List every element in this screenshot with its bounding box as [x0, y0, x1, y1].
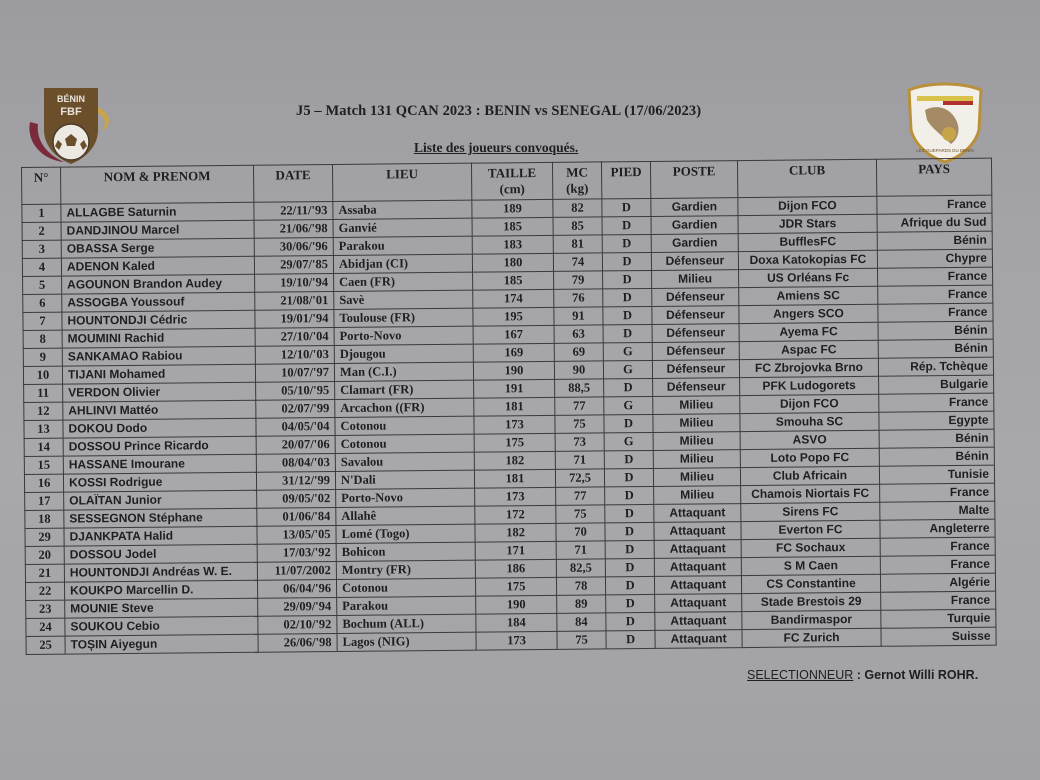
cell-date: 21/08/'01 [255, 292, 334, 311]
cell-pied: D [606, 630, 655, 648]
cell-pied: D [604, 468, 653, 486]
col-header-pied: PIED [601, 161, 650, 198]
cell-lieu: Savè [334, 290, 473, 309]
col-header-no: N° [22, 167, 61, 204]
cell-pied: D [603, 270, 652, 288]
cell-date: 05/10/'95 [256, 381, 335, 400]
cell-no: 1 [22, 204, 61, 222]
cell-no: 15 [24, 456, 63, 474]
cell-mc: 84 [557, 613, 606, 631]
cell-club: Stade Brestois 29 [742, 592, 881, 611]
cell-lieu: Cotonou [335, 434, 474, 453]
cell-taille: 174 [473, 289, 554, 308]
cell-mc: 71 [555, 451, 604, 469]
cell-club: Club Africain [740, 466, 879, 485]
cell-poste: Attaquant [654, 540, 741, 559]
cell-poste: Défenseur [653, 378, 740, 397]
cell-poste: Gardien [651, 216, 738, 235]
cell-name: AGOUNON Brandon Audey [62, 274, 255, 294]
cell-taille: 190 [473, 361, 554, 380]
cell-mc: 78 [556, 577, 605, 595]
cell-pays: Suisse [881, 627, 996, 646]
players-table [21, 158, 997, 655]
cell-poste: Défenseur [652, 360, 739, 379]
cell-taille: 175 [474, 433, 555, 452]
cell-mc: 76 [554, 289, 603, 307]
cell-pays: France [878, 285, 993, 304]
cell-pied: D [605, 576, 654, 594]
cell-date: 30/06/'96 [254, 238, 333, 257]
cell-lieu: Abidjan (CI) [333, 254, 472, 273]
cell-poste: Milieu [653, 468, 740, 487]
cell-date: 11/07/2002 [257, 561, 336, 580]
cell-name: DOKOU Dodo [63, 418, 256, 438]
cell-no: 2 [22, 222, 61, 240]
cell-mc: 74 [553, 253, 602, 271]
col-header-taille-unit: (cm) [499, 181, 525, 197]
cell-pied: D [604, 414, 653, 432]
cell-no: 13 [24, 420, 63, 438]
cell-poste: Milieu [653, 396, 740, 415]
federation-shield-icon [903, 80, 987, 164]
cell-pied: D [603, 288, 652, 306]
cell-pays: Tunisie [879, 465, 994, 484]
cell-club: Sirens FC [741, 502, 880, 521]
cell-pied: D [604, 378, 653, 396]
cell-mc: 88,5 [555, 379, 604, 397]
cell-name: HOUNTONDJI Cédric [62, 310, 255, 330]
cell-date: 04/05/'04 [256, 417, 335, 436]
cell-name: OLAÏTAN Junior [64, 490, 257, 510]
cell-club: Dijon FCO [740, 394, 879, 413]
cell-lieu: Clamart (FR) [335, 380, 474, 399]
cell-date: 08/04/'03 [256, 453, 335, 472]
cell-lieu: Caen (FR) [334, 272, 473, 291]
cell-taille: 167 [473, 325, 554, 344]
cell-lieu: Cotonou [336, 578, 475, 597]
cell-no: 6 [23, 294, 62, 312]
cell-pays: France [878, 303, 993, 322]
cell-taille: 186 [475, 559, 556, 578]
cell-name: ASSOGBA Youssouf [62, 292, 255, 312]
cell-date: 13/05/'05 [257, 525, 336, 544]
cell-lieu: Porto-Novo [334, 326, 473, 345]
col-header-pays: PAYS [876, 158, 991, 196]
cell-pied: G [604, 396, 653, 414]
cell-taille: 171 [475, 541, 556, 560]
cell-no: 10 [23, 366, 62, 384]
cell-no: 16 [24, 474, 63, 492]
players-table-body [22, 195, 996, 654]
cell-name: ADENON Kaled [61, 256, 254, 276]
cell-name: DOSSOU Prince Ricardo [63, 436, 256, 456]
cell-poste: Défenseur [652, 342, 739, 361]
cell-lieu: Lagos (NIG) [337, 632, 476, 651]
coach-line [747, 668, 978, 682]
cell-club: Chamois Niortais FC [741, 484, 880, 503]
cell-mc: 71 [556, 541, 605, 559]
cell-taille: 190 [476, 595, 557, 614]
cell-mc: 91 [554, 307, 603, 325]
cell-poste: Défenseur [652, 288, 739, 307]
cell-no: 3 [22, 240, 61, 258]
cell-club: Ayema FC [739, 322, 878, 341]
cell-pied: G [604, 432, 653, 450]
cell-date: 17/03/'92 [257, 543, 336, 562]
cell-lieu: Ganvié [333, 218, 472, 237]
cell-date: 19/10/'94 [255, 274, 334, 293]
cell-name: DANDJINOU Marcel [61, 220, 254, 240]
cell-pays: Turquie [881, 609, 996, 628]
cell-no: 11 [24, 384, 63, 402]
cell-name: HOUNTONDJI Andréas W. E. [64, 562, 257, 582]
cell-no: 24 [26, 618, 65, 636]
cell-date: 09/05/'02 [257, 489, 336, 508]
cell-pays: Afrique du Sud [877, 213, 992, 232]
cell-club: US Orléans Fc [739, 268, 878, 287]
cell-mc: 79 [554, 271, 603, 289]
cell-pays: Bénin [878, 321, 993, 340]
cell-no: 18 [25, 510, 64, 528]
cell-name: OBASSA Serge [61, 238, 254, 258]
cell-club: FC Sochaux [741, 538, 880, 557]
cell-mc: 70 [556, 523, 605, 541]
cell-no: 29 [25, 528, 64, 546]
col-header-mc-label: MC [566, 164, 588, 180]
cell-lieu: Man (C.I.) [334, 362, 473, 381]
cell-mc: 82 [553, 199, 602, 217]
cell-club: Bandirmaspor [742, 610, 881, 629]
cell-poste: Défenseur [652, 324, 739, 343]
cell-name: HASSANE Imourane [63, 454, 256, 474]
cell-pays: France [880, 555, 995, 574]
cell-pays: Algérie [880, 573, 995, 592]
cell-pays: Bénin [878, 339, 993, 358]
cell-date: 12/10/'03 [255, 346, 334, 365]
cell-taille: 195 [473, 307, 554, 326]
cell-pied: G [603, 360, 652, 378]
cell-mc: 75 [557, 631, 606, 649]
cell-mc: 90 [554, 361, 603, 379]
cell-poste: Attaquant [655, 612, 742, 631]
cell-poste: Milieu [653, 450, 740, 469]
cell-pays: France [878, 267, 993, 286]
cell-no: 12 [24, 402, 63, 420]
cell-lieu: Assaba [333, 200, 472, 219]
cell-pied: D [605, 558, 654, 576]
cell-pays: Bénin [877, 231, 992, 250]
cell-date: 27/10/'04 [255, 328, 334, 347]
cell-pied: D [604, 450, 653, 468]
cell-taille: 169 [473, 343, 554, 362]
cell-date: 10/07/'97 [255, 364, 334, 383]
cell-poste: Milieu [653, 432, 740, 451]
cell-poste: Attaquant [655, 630, 742, 649]
cell-name: DJANKPATA Halid [64, 526, 257, 546]
cell-name: DOSSOU Jodel [64, 544, 257, 564]
cell-name: TOȘIN Aiyegun [65, 634, 258, 654]
col-header-lieu: LIEU [332, 163, 471, 201]
col-header-date: DATE [253, 165, 332, 203]
cell-club: FC Zbrojovka Brno [739, 358, 878, 377]
cell-lieu: Allahê [336, 506, 475, 525]
svg-text:LES GUEPARDS DU BENIN: LES GUEPARDS DU BENIN [916, 148, 974, 153]
fbf-benin-crest-icon [24, 84, 116, 168]
cell-no: 20 [25, 546, 64, 564]
cell-date: 21/06/'98 [254, 220, 333, 239]
cell-pays: France [880, 483, 995, 502]
cell-poste: Attaquant [654, 558, 741, 577]
cell-pays: France [881, 591, 996, 610]
cell-date: 29/07/'85 [254, 256, 333, 275]
col-header-mc-unit: (kg) [565, 180, 589, 196]
cell-lieu: Bochum (ALL) [337, 614, 476, 633]
cell-name: KOSSI Rodrigue [63, 472, 256, 492]
cell-taille: 181 [474, 469, 555, 488]
cell-poste: Gardien [651, 234, 738, 253]
cell-taille: 181 [474, 397, 555, 416]
cell-name: MOUNIE Steve [65, 598, 258, 618]
coach-separator: : [853, 668, 865, 682]
cell-no: 23 [26, 600, 65, 618]
cell-pays: France [880, 537, 995, 556]
cell-club: Loto Popo FC [740, 448, 879, 467]
cell-no: 21 [25, 564, 64, 582]
cell-pays: Egypte [879, 411, 994, 430]
cell-pied: D [602, 252, 651, 270]
cell-poste: Attaquant [654, 576, 741, 595]
cell-name: VERDON Olivier [63, 382, 256, 402]
page-subtitle: Liste des joueurs convoqués. [414, 140, 579, 155]
cell-pays: Angleterre [880, 519, 995, 538]
cell-name: TIJANI Mohamed [62, 364, 255, 384]
cell-poste: Milieu [654, 486, 741, 505]
cell-poste: Gardien [651, 198, 738, 217]
cell-no: 5 [23, 276, 62, 294]
cell-lieu: Parakou [333, 236, 472, 255]
cell-date: 29/09/'94 [258, 597, 337, 616]
cell-date: 31/12/'99 [256, 471, 335, 490]
cell-date: 26/06/'98 [258, 633, 337, 652]
cell-poste: Attaquant [654, 522, 741, 541]
col-header-taille [471, 162, 552, 200]
cell-pied: D [603, 324, 652, 342]
cell-club: Dijon FCO [738, 196, 877, 215]
col-header-taille-label: TAILLE [487, 165, 537, 181]
cell-lieu: Bohicon [336, 542, 475, 561]
cell-club: S M Caen [741, 556, 880, 575]
cell-lieu: Djougou [334, 344, 473, 363]
cell-pays: Bulgarie [879, 375, 994, 394]
cell-name: MOUMINI Rachid [62, 328, 255, 348]
cell-taille: 180 [472, 253, 553, 272]
cell-pied: G [603, 342, 652, 360]
cell-taille: 172 [475, 505, 556, 524]
cell-mc: 77 [555, 397, 604, 415]
cell-pied: D [605, 540, 654, 558]
cell-mc: 73 [555, 433, 604, 451]
coach-name: Gernot Willi ROHR. [864, 668, 979, 682]
cell-taille: 191 [474, 379, 555, 398]
cell-no: 17 [25, 492, 64, 510]
cell-name: SANKAMAO Rabiou [62, 346, 255, 366]
cell-pays: Chypre [877, 249, 992, 268]
cell-date: 20/07/'06 [256, 435, 335, 454]
cell-club: Doxa Katokopias FC [738, 250, 877, 269]
cell-poste: Attaquant [655, 594, 742, 613]
cell-name: KOUKPO Marcellin D. [64, 580, 257, 600]
cell-lieu: Montry (FR) [336, 560, 475, 579]
cell-club: Angers SCO [739, 304, 878, 323]
cell-date: 22/11/'93 [254, 202, 333, 221]
cell-taille: 189 [472, 199, 553, 218]
cell-pays: Bénin [879, 429, 994, 448]
cell-mc: 75 [556, 505, 605, 523]
cell-mc: 63 [554, 325, 603, 343]
cell-poste: Défenseur [652, 306, 739, 325]
cell-lieu: Porto-Novo [336, 488, 475, 507]
logo-text-fbf: FBF [60, 106, 82, 118]
cell-taille: 173 [475, 487, 556, 506]
cell-mc: 72,5 [555, 469, 604, 487]
cell-name: ALLAGBE Saturnin [61, 202, 254, 222]
cell-lieu: Savalou [335, 452, 474, 471]
col-header-club: CLUB [737, 159, 876, 197]
cell-date: 01/06/'84 [257, 507, 336, 526]
cell-club: ASVO [740, 430, 879, 449]
cell-taille: 185 [472, 217, 553, 236]
cell-pays: Rép. Tchèque [878, 357, 993, 376]
cell-lieu: Toulouse (FR) [334, 308, 473, 327]
cell-mc: 89 [557, 595, 606, 613]
cell-date: 02/07/'99 [256, 399, 335, 418]
cell-no: 25 [26, 636, 65, 654]
cell-mc: 77 [556, 487, 605, 505]
cell-club: PFK Ludogorets [740, 376, 879, 395]
cell-lieu: N'Dali [335, 470, 474, 489]
cell-date: 02/10/'92 [258, 615, 337, 634]
cell-pays: Malte [880, 501, 995, 520]
cell-poste: Attaquant [654, 504, 741, 523]
cell-club: BufflesFC [738, 232, 877, 251]
cell-poste: Défenseur [651, 252, 738, 271]
cell-no: 4 [22, 258, 61, 276]
cell-date: 19/01/'94 [255, 310, 334, 329]
cell-pied: D [606, 612, 655, 630]
cell-no: 14 [24, 438, 63, 456]
cell-pied: D [605, 522, 654, 540]
cell-taille: 184 [476, 613, 557, 632]
cell-lieu: Lomé (Togo) [336, 524, 475, 543]
cell-taille: 185 [473, 271, 554, 290]
cell-mc: 81 [553, 235, 602, 253]
cell-pied: D [602, 234, 651, 252]
cell-mc: 85 [553, 217, 602, 235]
cell-name: AHLINVI Mattéo [63, 400, 256, 420]
cell-pied: D [605, 486, 654, 504]
cell-pays: France [877, 195, 992, 214]
cell-poste: Milieu [653, 414, 740, 433]
cell-pays: Bénin [879, 447, 994, 466]
cell-pied: D [602, 216, 651, 234]
cell-mc: 69 [554, 343, 603, 361]
page-title: J5 – Match 131 QCAN 2023 : BENIN vs SENEGAL (17/06/2023) [296, 103, 702, 119]
cell-no: 9 [23, 348, 62, 366]
cell-taille: 173 [474, 415, 555, 434]
cell-pays: France [879, 393, 994, 412]
col-header-mc [552, 162, 601, 199]
cell-taille: 173 [476, 631, 557, 650]
cell-no: 22 [25, 582, 64, 600]
cell-pied: D [605, 504, 654, 522]
cell-date: 06/04/'96 [257, 579, 336, 598]
cell-club: Aspac FC [739, 340, 878, 359]
cell-poste: Milieu [652, 270, 739, 289]
cell-taille: 175 [475, 577, 556, 596]
cell-taille: 182 [474, 451, 555, 470]
logo-text-benin: BÉNIN [56, 94, 86, 104]
cell-pied: D [603, 306, 652, 324]
col-header-name: NOM & PRENOM [61, 165, 254, 204]
cell-club: CS Constantine [741, 574, 880, 593]
cell-club: JDR Stars [738, 214, 877, 233]
cell-lieu: Arcachon ((FR) [335, 398, 474, 417]
cell-lieu: Parakou [337, 596, 476, 615]
coach-label: SELECTIONNEUR [747, 668, 854, 682]
cell-name: SOUKOU Cebio [65, 616, 258, 636]
cell-mc: 75 [555, 415, 604, 433]
cell-taille: 183 [472, 235, 553, 254]
cell-mc: 82,5 [556, 559, 605, 577]
cell-club: Everton FC [741, 520, 880, 539]
cell-no: 7 [23, 312, 62, 330]
col-header-poste: POSTE [650, 161, 737, 199]
cell-club: Smouha SC [740, 412, 879, 431]
cell-lieu: Cotonou [335, 416, 474, 435]
cell-club: Amiens SC [739, 286, 878, 305]
cell-pied: D [602, 198, 651, 216]
cell-club: FC Zurich [742, 628, 881, 647]
cell-pied: D [606, 594, 655, 612]
cell-taille: 182 [475, 523, 556, 542]
cell-name: SESSEGNON Stéphane [64, 508, 257, 528]
cell-no: 8 [23, 330, 62, 348]
